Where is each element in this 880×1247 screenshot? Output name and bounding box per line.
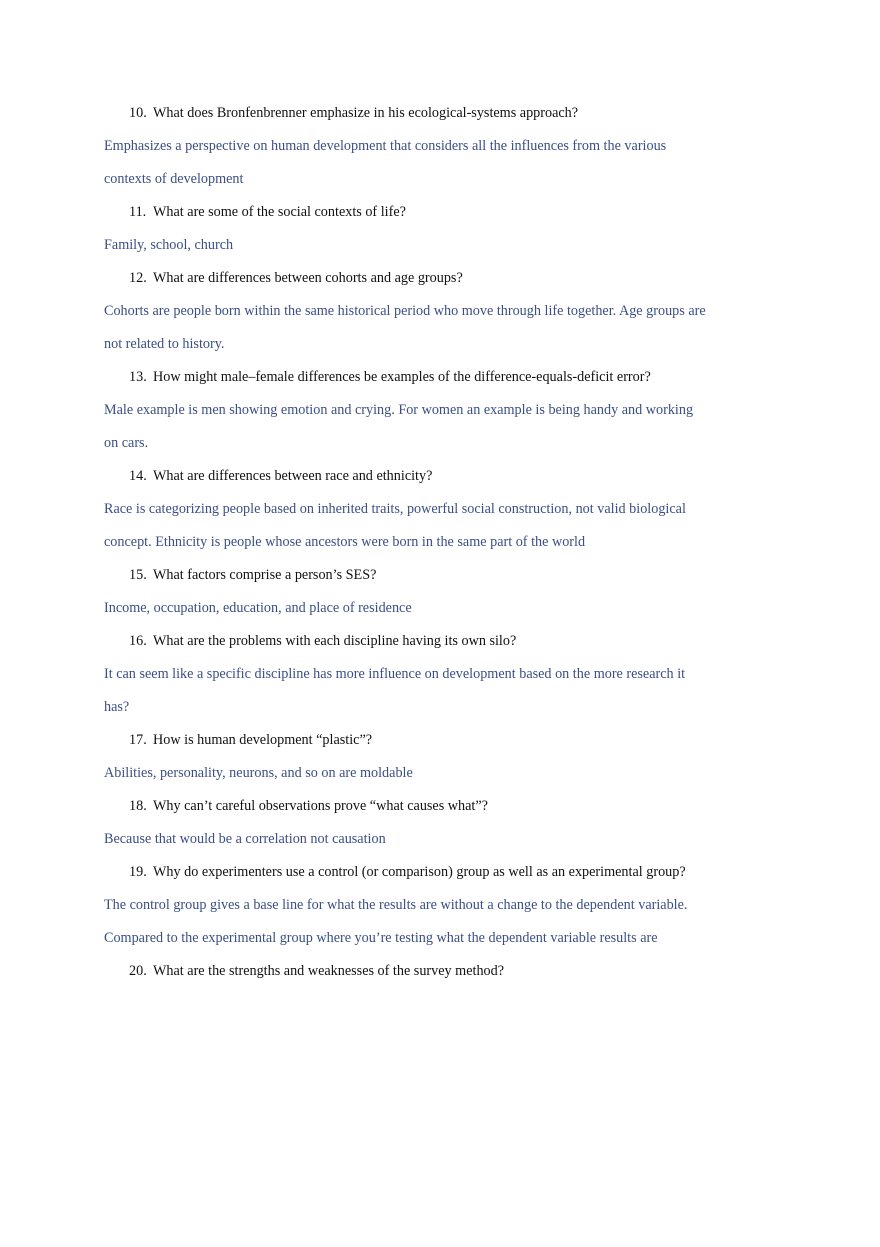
question-text: What are the problems with each discipline having its own silo?	[153, 633, 517, 649]
question-text: What are the strengths and weaknesses of the survey method?	[153, 963, 505, 979]
question-20	[104, 955, 744, 988]
answer-line: Emphasizes a perspective on human development that considers all the influences from the various	[104, 138, 667, 154]
question-text: What are differences between race and ethnicity?	[153, 468, 433, 484]
answer-line: has?	[104, 699, 130, 715]
question-text: Why do experimenters use a control (or comparison) group as well as an experimental group?	[153, 864, 686, 880]
qa-list	[104, 97, 744, 988]
question-number: 17.	[129, 732, 147, 748]
question-text: What are some of the social contexts of life?	[153, 204, 406, 220]
question-17	[104, 724, 744, 757]
question-number: 13.	[129, 369, 147, 385]
answer-line: concept. Ethnicity is people whose ancestors were born in the same part of the world	[104, 534, 586, 550]
answer-line: It can seem like a specific discipline has more influence on development based on the more research it	[104, 666, 686, 682]
question-13	[104, 361, 744, 394]
answer-line: Compared to the experimental group where you’re testing what the dependent variable results are	[104, 930, 658, 946]
question-number: 18.	[129, 798, 147, 814]
question-text: How is human development “plastic”?	[153, 732, 373, 748]
answer-line: The control group gives a base line for what the results are without a change to the dependent variable.	[104, 897, 688, 913]
question-18	[104, 790, 744, 823]
question-number: 12.	[129, 270, 147, 286]
question-number: 16.	[129, 633, 147, 649]
question-12	[104, 262, 744, 295]
question-text: Why can’t careful observations prove “what causes what”?	[153, 798, 488, 814]
answer-line: Race is categorizing people based on inherited traits, powerful social construction, not valid biological	[104, 501, 686, 517]
answer-line: Cohorts are people born within the same historical period who move through life together. Age groups are	[104, 303, 706, 319]
answer-line: Male example is men showing emotion and crying. For women an example is being handy and working	[104, 402, 694, 418]
answer-line: contexts of development	[104, 171, 244, 187]
question-19	[104, 856, 744, 889]
answer-line: Because that would be a correlation not causation	[104, 831, 386, 847]
question-number: 15.	[129, 567, 147, 583]
question-10	[104, 97, 744, 130]
question-number: 20.	[129, 963, 147, 979]
question-16	[104, 625, 744, 658]
question-number: 19.	[129, 864, 147, 880]
question-14	[104, 460, 744, 493]
question-text: What factors comprise a person’s SES?	[153, 567, 377, 583]
question-text: What does Bronfenbrenner emphasize in his ecological-systems approach?	[153, 105, 579, 121]
answer-line: Family, school, church	[104, 237, 234, 253]
question-text: What are differences between cohorts and age groups?	[153, 270, 463, 286]
question-11	[104, 196, 744, 229]
answer-line: on cars.	[104, 435, 149, 451]
answer-line: not related to history.	[104, 336, 225, 352]
answer-line: Income, occupation, education, and place of residence	[104, 600, 412, 616]
question-number: 10.	[129, 105, 147, 121]
question-text: How might male–female differences be examples of the difference-equals-deficit error?	[153, 369, 651, 385]
answer-line: Abilities, personality, neurons, and so on are moldable	[104, 765, 413, 781]
question-15	[104, 559, 744, 592]
question-number: 14.	[129, 468, 147, 484]
question-number: 11.	[129, 204, 147, 220]
